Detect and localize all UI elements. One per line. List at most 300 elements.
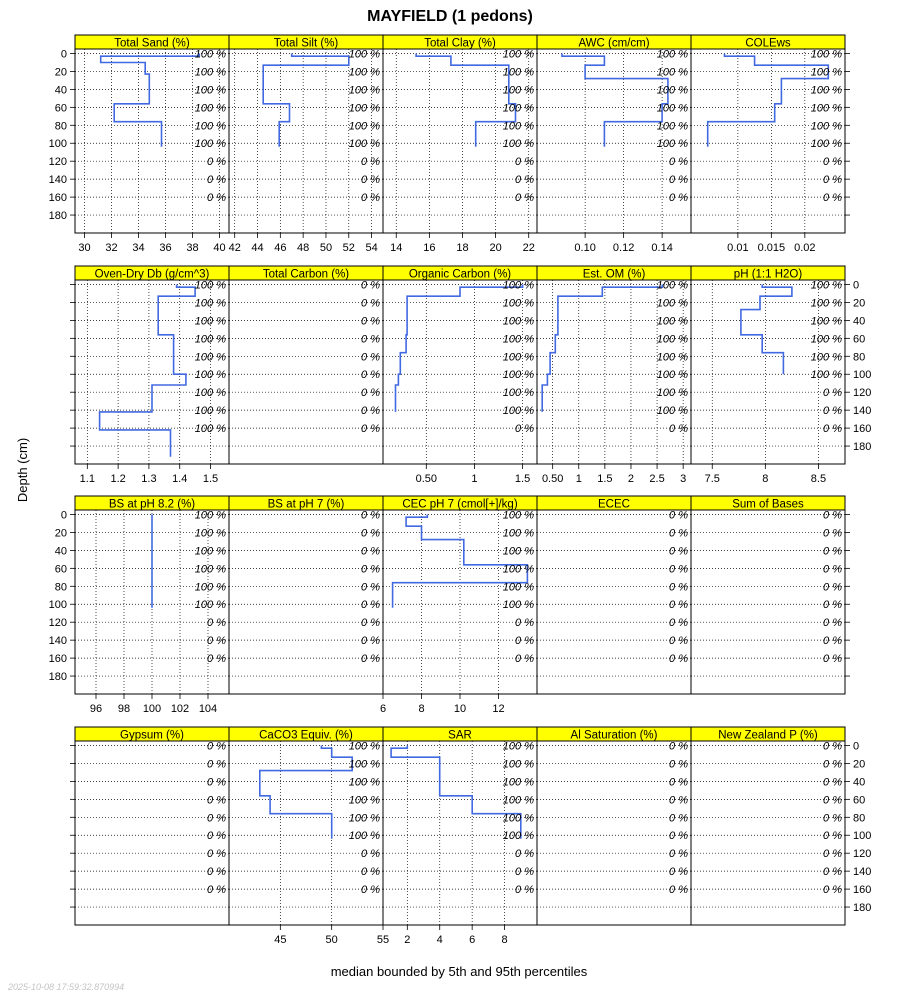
y-tick-label: 120 <box>48 156 67 169</box>
y-tick-label: 160 <box>853 423 872 436</box>
percent-label: 0 % <box>669 740 688 753</box>
panel-title: CEC pH 7 (cmol[+]/kg) <box>402 498 518 511</box>
percent-label: 0 % <box>361 315 380 328</box>
percent-label: 0 % <box>823 848 842 861</box>
percent-label: 0 % <box>361 279 380 292</box>
panel-title: COLEws <box>745 37 791 50</box>
percent-label: 100 % <box>348 830 380 843</box>
profile-line-sar <box>391 746 521 839</box>
panel-title: Total Silt (%) <box>273 37 339 50</box>
panel-total-silt <box>229 35 383 254</box>
percent-label: 0 % <box>207 830 226 843</box>
percent-label: 100 % <box>502 563 534 576</box>
x-tick-label: 1.4 <box>172 473 188 485</box>
x-tick-label: 8 <box>501 934 508 946</box>
x-tick-label: 0.50 <box>541 473 564 485</box>
percent-label: 0 % <box>361 884 380 897</box>
percent-label: 100 % <box>194 102 226 115</box>
percent-label: 0 % <box>669 653 688 666</box>
percent-label: 0 % <box>823 563 842 576</box>
percent-label: 100 % <box>810 120 842 133</box>
percent-label: 100 % <box>348 758 380 771</box>
percent-label: 0 % <box>361 192 380 205</box>
percent-label: 0 % <box>823 387 842 400</box>
percent-label: 100 % <box>502 794 534 807</box>
panel-est-om <box>537 266 691 485</box>
percent-label: 100 % <box>810 315 842 328</box>
y-tick-label: 20 <box>54 527 67 540</box>
panel-sar <box>383 727 537 946</box>
percent-label: 100 % <box>194 120 226 133</box>
percent-label: 0 % <box>361 423 380 436</box>
percent-label: 100 % <box>656 315 688 328</box>
panel-title: Gypsum (%) <box>120 729 184 742</box>
x-tick-label: 1.5 <box>514 473 531 485</box>
percent-label: 0 % <box>669 830 688 843</box>
percent-label: 0 % <box>669 599 688 612</box>
percent-label: 0 % <box>361 563 380 576</box>
percent-label: 0 % <box>361 617 380 630</box>
percent-label: 100 % <box>194 581 226 594</box>
x-tick-label: 2.5 <box>649 473 665 485</box>
profile-line-ph-1-1-h2o <box>741 285 792 375</box>
x-tick-label: 1.2 <box>110 473 126 485</box>
percent-label: 0 % <box>361 174 380 187</box>
x-tick-label: 16 <box>423 242 436 254</box>
percent-label: 0 % <box>361 405 380 418</box>
percent-label: 100 % <box>348 102 380 115</box>
x-tick-label: 32 <box>105 242 118 254</box>
percent-label: 100 % <box>348 84 380 97</box>
y-tick-label: 160 <box>853 884 872 897</box>
percent-label: 100 % <box>656 102 688 115</box>
percent-label: 0 % <box>823 599 842 612</box>
x-tick-label: 40 <box>213 242 226 254</box>
percent-label: 0 % <box>669 563 688 576</box>
percent-label: 100 % <box>656 66 688 79</box>
percent-label: 100 % <box>502 758 534 771</box>
percent-label: 0 % <box>823 192 842 205</box>
percent-label: 100 % <box>194 405 226 418</box>
percent-label: 100 % <box>194 599 226 612</box>
percent-label: 100 % <box>502 333 534 346</box>
percent-label: 0 % <box>823 635 842 648</box>
y-tick-label: 0 <box>853 279 860 292</box>
percent-label: 0 % <box>361 333 380 346</box>
x-tick-label: 2 <box>404 934 411 946</box>
x-tick-label: 0.14 <box>651 242 673 254</box>
percent-label: 100 % <box>194 297 226 310</box>
percent-label: 0 % <box>207 740 226 753</box>
x-tick-label: 55 <box>376 934 390 946</box>
percent-label: 0 % <box>669 192 688 205</box>
percent-label: 0 % <box>361 509 380 522</box>
percent-label: 0 % <box>823 509 842 522</box>
percent-label: 100 % <box>348 138 380 151</box>
x-tick-label: 0.015 <box>757 242 786 254</box>
percent-label: 0 % <box>669 776 688 789</box>
percent-label: 100 % <box>194 423 226 436</box>
percent-label: 100 % <box>348 740 380 753</box>
x-tick-label: 22 <box>522 242 535 254</box>
x-tick-label: 100 <box>142 703 162 715</box>
percent-label: 0 % <box>823 156 842 169</box>
percent-label: 100 % <box>348 776 380 789</box>
percent-label: 0 % <box>207 192 226 205</box>
percent-label: 100 % <box>194 387 226 400</box>
percent-label: 0 % <box>515 635 534 648</box>
x-tick-label: 102 <box>170 703 190 715</box>
x-tick-label: 1.5 <box>202 473 219 485</box>
panel-awc-cm-cm <box>537 35 691 254</box>
x-tick-label: 42 <box>228 242 241 254</box>
x-tick-label: 1.5 <box>597 473 613 485</box>
panel-ph-1-1-h2o <box>691 266 845 485</box>
y-tick-label: 0 <box>60 48 67 61</box>
percent-label: 100 % <box>502 545 534 558</box>
percent-label: 0 % <box>669 758 688 771</box>
x-tick-label: 96 <box>89 703 103 715</box>
percent-label: 100 % <box>194 545 226 558</box>
percent-label: 100 % <box>502 66 534 79</box>
y-tick-label: 20 <box>54 66 67 79</box>
percent-label: 0 % <box>823 740 842 753</box>
percent-label: 0 % <box>823 423 842 436</box>
panel-gypsum <box>75 727 229 925</box>
x-tick-label: 54 <box>365 242 378 254</box>
y-tick-label: 120 <box>48 617 67 630</box>
percent-label: 0 % <box>361 848 380 861</box>
percent-label: 100 % <box>502 812 534 825</box>
percent-label: 100 % <box>502 387 534 400</box>
y-tick-label: 80 <box>853 351 866 364</box>
x-tick-label: 8.5 <box>810 473 827 485</box>
percent-label: 0 % <box>669 509 688 522</box>
percent-label: 100 % <box>656 387 688 400</box>
y-tick-label: 40 <box>54 84 67 97</box>
percent-label: 100 % <box>194 509 226 522</box>
y-tick-label: 160 <box>48 192 67 205</box>
panel-title: Est. OM (%) <box>582 268 646 281</box>
percent-label: 100 % <box>810 279 842 292</box>
percent-label: 0 % <box>669 848 688 861</box>
y-tick-label: 40 <box>853 776 866 789</box>
profile-line-total-sand <box>101 54 200 147</box>
percent-label: 0 % <box>361 156 380 169</box>
panel-new-zealand-p <box>691 727 845 925</box>
x-tick-label: 0.10 <box>574 242 596 254</box>
percent-label: 0 % <box>207 794 226 807</box>
x-tick-label: 14 <box>390 242 403 254</box>
percent-label: 0 % <box>823 776 842 789</box>
percent-label: 0 % <box>823 812 842 825</box>
y-tick-label: 180 <box>853 441 872 454</box>
panel-title: AWC (cm/cm) <box>578 37 650 50</box>
x-tick-label: 1 <box>471 473 478 485</box>
percent-label: 0 % <box>515 423 534 436</box>
percent-label: 0 % <box>515 617 534 630</box>
y-tick-label: 80 <box>853 812 866 825</box>
y-tick-label: 120 <box>853 387 872 400</box>
x-tick-label: 50 <box>319 242 333 254</box>
percent-label: 100 % <box>502 369 534 382</box>
y-tick-label: 0 <box>853 740 860 753</box>
percent-label: 100 % <box>502 509 534 522</box>
x-tick-label: 98 <box>117 703 131 715</box>
x-tick-label: 1.1 <box>79 473 95 485</box>
panel-title: CaCO3 Equiv. (%) <box>259 729 353 742</box>
y-tick-label: 180 <box>48 210 67 223</box>
percent-label: 0 % <box>361 581 380 594</box>
percent-label: 0 % <box>669 812 688 825</box>
percent-label: 0 % <box>361 653 380 666</box>
percent-label: 100 % <box>810 333 842 346</box>
percent-label: 0 % <box>669 581 688 594</box>
percent-label: 100 % <box>656 48 688 61</box>
percent-label: 0 % <box>515 884 534 897</box>
percent-label: 100 % <box>656 120 688 133</box>
x-tick-label: 3 <box>680 473 687 485</box>
percent-label: 100 % <box>656 279 688 292</box>
x-tick-label: 38 <box>186 242 199 254</box>
percent-label: 100 % <box>656 297 688 310</box>
percent-label: 100 % <box>348 48 380 61</box>
x-tick-label: 45 <box>274 934 287 946</box>
panel-title: Oven-Dry Db (g/cm^3) <box>94 268 210 281</box>
percent-label: 100 % <box>502 776 534 789</box>
profile-line-total-clay <box>416 54 515 147</box>
percent-label: 0 % <box>823 758 842 771</box>
y-tick-label: 140 <box>853 405 872 418</box>
panel-bs-at-ph-8-2 <box>75 496 229 715</box>
percent-label: 100 % <box>502 297 534 310</box>
panel-bs-at-ph-7 <box>229 496 383 694</box>
percent-label: 0 % <box>361 369 380 382</box>
panel-total-clay <box>383 35 537 254</box>
y-tick-label: 120 <box>853 848 872 861</box>
percent-label: 0 % <box>823 581 842 594</box>
x-tick-label: 8 <box>762 473 769 485</box>
x-tick-label: 36 <box>159 242 172 254</box>
percent-label: 0 % <box>207 776 226 789</box>
panel-oven-dry-db-g-cm-3 <box>75 266 229 485</box>
panel-cec-ph-7-cmol-kg <box>380 496 537 715</box>
percent-label: 100 % <box>502 405 534 418</box>
x-tick-label: 12 <box>492 703 505 715</box>
profile-line-caco3-equiv <box>260 746 352 839</box>
percent-label: 0 % <box>207 812 226 825</box>
percent-label: 100 % <box>502 527 534 540</box>
percent-label: 100 % <box>502 740 534 753</box>
panel-colews <box>691 35 845 254</box>
panel-title: Organic Carbon (%) <box>408 268 512 281</box>
percent-label: 100 % <box>194 351 226 364</box>
profile-line-awc-cm-cm <box>562 54 668 147</box>
percent-label: 0 % <box>361 635 380 648</box>
percent-label: 0 % <box>361 599 380 612</box>
x-tick-label: 8 <box>418 703 425 715</box>
panel-title: Total Carbon (%) <box>262 268 350 281</box>
panel-title: ECEC <box>598 498 630 511</box>
percent-label: 100 % <box>502 279 534 292</box>
percent-label: 0 % <box>669 794 688 807</box>
timestamp: 2025-10-08 17:59:32.870994 <box>8 982 125 992</box>
percent-label: 0 % <box>515 653 534 666</box>
y-tick-label: 160 <box>48 653 67 666</box>
percent-label: 100 % <box>656 333 688 346</box>
percent-label: 100 % <box>810 297 842 310</box>
percent-label: 100 % <box>656 405 688 418</box>
x-tick-label: 6 <box>469 934 476 946</box>
percent-label: 100 % <box>502 138 534 151</box>
percent-label: 100 % <box>656 351 688 364</box>
panel-title: New Zealand P (%) <box>718 729 818 742</box>
y-tick-label: 100 <box>48 599 67 612</box>
panel-title: SAR <box>448 729 472 742</box>
y-tick-label: 60 <box>54 563 67 576</box>
percent-label: 0 % <box>515 848 534 861</box>
percent-label: 100 % <box>502 48 534 61</box>
percent-label: 0 % <box>669 635 688 648</box>
percent-label: 0 % <box>361 527 380 540</box>
percent-label: 0 % <box>207 758 226 771</box>
chart-title: MAYFIELD (1 pedons) <box>367 8 533 25</box>
percent-label: 0 % <box>207 156 226 169</box>
panel-title: BS at pH 8.2 (%) <box>108 498 196 511</box>
y-axis-label: Depth (cm) <box>15 437 30 503</box>
percent-label: 100 % <box>194 563 226 576</box>
percent-label: 0 % <box>823 174 842 187</box>
percent-label: 100 % <box>502 84 534 97</box>
x-tick-label: 6 <box>379 703 387 715</box>
percent-label: 100 % <box>502 599 534 612</box>
percent-label: 100 % <box>348 120 380 133</box>
y-tick-label: 100 <box>853 830 872 843</box>
percent-label: 100 % <box>810 102 842 115</box>
percent-label: 100 % <box>194 48 226 61</box>
x-tick-label: 0.02 <box>794 242 816 254</box>
percent-label: 0 % <box>669 617 688 630</box>
percent-label: 0 % <box>823 405 842 418</box>
percent-label: 0 % <box>207 635 226 648</box>
y-tick-label: 0 <box>60 509 67 522</box>
percent-label: 100 % <box>810 84 842 97</box>
profile-line-est-om <box>542 285 662 412</box>
percent-label: 0 % <box>823 866 842 879</box>
percent-label: 100 % <box>194 138 226 151</box>
x-tick-label: 44 <box>251 242 264 254</box>
percent-label: 0 % <box>669 174 688 187</box>
x-tick-label: 50 <box>325 934 338 946</box>
percent-label: 0 % <box>515 174 534 187</box>
percent-label: 0 % <box>823 830 842 843</box>
y-tick-label: 140 <box>853 866 872 879</box>
x-tick-label: 20 <box>489 242 502 254</box>
percent-label: 0 % <box>669 884 688 897</box>
panel-grid <box>49 35 872 946</box>
percent-label: 100 % <box>194 84 226 97</box>
panel-title: pH (1:1 H2O) <box>733 268 803 281</box>
percent-label: 100 % <box>656 84 688 97</box>
panel-title: BS at pH 7 (%) <box>267 498 345 511</box>
panel-title: Sum of Bases <box>732 498 804 511</box>
percent-label: 100 % <box>194 369 226 382</box>
percent-label: 100 % <box>810 48 842 61</box>
y-tick-label: 140 <box>48 635 67 648</box>
y-tick-label: 60 <box>853 794 866 807</box>
percent-label: 100 % <box>348 794 380 807</box>
y-tick-label: 140 <box>48 174 67 187</box>
percent-label: 100 % <box>194 333 226 346</box>
percent-label: 0 % <box>207 848 226 861</box>
percent-label: 100 % <box>194 527 226 540</box>
percent-label: 0 % <box>823 653 842 666</box>
percent-label: 0 % <box>669 156 688 169</box>
percent-label: 100 % <box>502 830 534 843</box>
percent-label: 100 % <box>194 315 226 328</box>
panel-ecec <box>537 496 691 694</box>
x-tick-label: 1.3 <box>141 473 157 485</box>
y-tick-label: 60 <box>54 102 67 115</box>
panel-organic-carbon <box>383 266 537 485</box>
panel-al-saturation <box>537 727 691 925</box>
percent-label: 0 % <box>823 527 842 540</box>
y-tick-label: 100 <box>853 369 872 382</box>
y-tick-label: 180 <box>853 902 872 915</box>
y-tick-label: 40 <box>853 315 866 328</box>
panel-total-carbon <box>229 266 383 464</box>
percent-label: 100 % <box>656 369 688 382</box>
percent-label: 100 % <box>502 102 534 115</box>
x-tick-label: 7.5 <box>704 473 720 485</box>
panel-sum-of-bases <box>691 496 845 694</box>
percent-label: 100 % <box>348 812 380 825</box>
percent-label: 100 % <box>348 66 380 79</box>
percent-label: 100 % <box>656 138 688 151</box>
y-tick-label: 20 <box>853 758 866 771</box>
percent-label: 0 % <box>207 174 226 187</box>
percent-label: 100 % <box>502 120 534 133</box>
percent-label: 0 % <box>361 297 380 310</box>
panel-title: Al Saturation (%) <box>570 729 658 742</box>
x-tick-label: 2 <box>627 473 635 485</box>
percent-label: 0 % <box>669 866 688 879</box>
y-tick-label: 80 <box>54 120 67 133</box>
percent-label: 100 % <box>502 581 534 594</box>
y-tick-label: 100 <box>48 138 67 151</box>
panel-caco3-equiv <box>229 727 389 946</box>
percent-label: 100 % <box>194 279 226 292</box>
percent-label: 0 % <box>823 545 842 558</box>
percent-label: 0 % <box>823 617 842 630</box>
x-tick-label: 46 <box>274 242 287 254</box>
percent-label: 0 % <box>669 527 688 540</box>
profile-line-oven-dry-db-g-cm-3 <box>100 285 196 457</box>
x-tick-label: 48 <box>297 242 310 254</box>
percent-label: 0 % <box>823 884 842 897</box>
percent-label: 0 % <box>207 884 226 897</box>
profile-line-total-silt <box>263 54 349 147</box>
y-tick-label: 40 <box>54 545 67 558</box>
x-tick-label: 10 <box>453 703 467 715</box>
percent-label: 0 % <box>361 351 380 364</box>
x-axis-label: median bounded by 5th and 95th percentiles <box>330 964 588 979</box>
percent-label: 0 % <box>207 653 226 666</box>
percent-label: 0 % <box>515 192 534 205</box>
x-tick-label: 34 <box>132 242 145 254</box>
x-tick-label: 104 <box>198 703 218 715</box>
percent-label: 100 % <box>810 66 842 79</box>
